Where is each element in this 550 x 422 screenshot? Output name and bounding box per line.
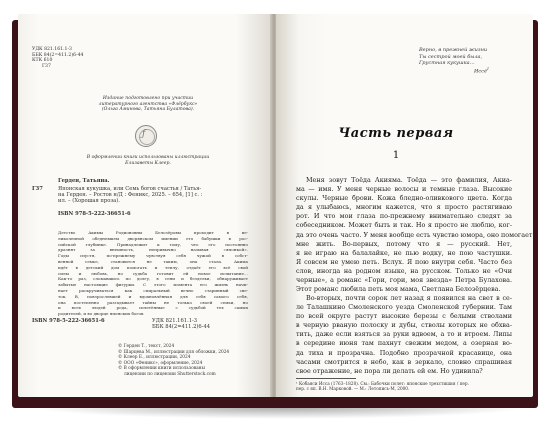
text-line: в середине июня там пахнут свежим медом, а озерная во- [296, 339, 512, 348]
annotation-line: сийской глубинке. Принадлежит к тому, что его постоянно [58, 241, 248, 247]
annotation-line: Годы спустя, по-прежнему чувствуя себя чужой в собст- [58, 253, 248, 259]
footnote-mark: 1 [486, 67, 490, 71]
text-line: по всей округе растут высокие березы с белыми стволами [296, 312, 512, 321]
text-line: рот. И что мои глаза по-прежнему внимательно следят за [296, 212, 512, 221]
illustrations-note-line: Елизаветы Клеер. [125, 160, 171, 166]
part-title: Часть первая [338, 126, 454, 141]
annotation-line: забытые настоящие фигурки. С этого момента его жизнь начи- [58, 282, 248, 288]
text-line: я не играю на балалайке, не пью водку, не пою частушки. [296, 248, 512, 257]
biblio-line: на Герден. – Ростов н/Д : Феникс, 2025. – 654, [1] с. : [58, 192, 203, 199]
text-line: Я совсем не умею петь. Вслух. Я пою внутри себя. Часто без [296, 257, 512, 266]
illustrations-note [58, 155, 238, 166]
copyright-line: © Герден Т., текст, 2024 [118, 344, 175, 349]
annotation-line: идёт в детский дом помогать и теплу, отдаёт его всё свой [58, 264, 248, 270]
text-line: собеседником. Может быть и так. Но я просто не люблю, ког- [296, 221, 512, 230]
text-line: скулы. Черные брови. Кожа бледно-оливкового цвета. Когда [296, 194, 512, 203]
annotation [58, 230, 248, 317]
annotation-line: и всех людей рода, сплетённые с судьбой тех самых [58, 305, 248, 311]
text-line: тить, даже если взяться за руки вдвоем, а то и втроем. Липы [296, 330, 512, 339]
text-line: да это очень часто. У меня вообще есть чувство юмора, оно помогает [296, 230, 533, 239]
udc-code: УДК 821.161.1-3 [32, 47, 72, 52]
isbn-main: ISBN 978-5-222-36651-6 [58, 211, 131, 217]
annotation-line: венной семье, становится не таким, она стала. Акима [58, 258, 248, 264]
author-name: Герден, Татьяна. [58, 178, 110, 184]
author-code: Г37 [42, 64, 51, 70]
text-line: в черную рваную полоску и дубы, стволы которых не обхва- [296, 321, 512, 330]
publisher-logo-mark: ƒ [142, 129, 146, 139]
illustrations-note-line: В оформлении книги использованы иллюстрации [86, 155, 210, 160]
classification-block [32, 47, 83, 70]
annotation-line: Детство Акимы Родионовны Белозёровы проходит в ве- [58, 230, 248, 235]
prep-note-line: (Ольга Аминова, Татьяна Булатова). [101, 107, 195, 113]
copyright-line: © Клеер Е., иллюстрации, 2024 [118, 355, 191, 361]
copyright-line: © Шарцева М., иллюстрации для обложки, 2024 [118, 349, 230, 355]
annotation-line: Как-то раз, сломавшись по долгу, в сени и бездельи, обнаруживает [58, 276, 248, 282]
footnote [296, 381, 469, 392]
epigraph-line: Грустная кукушка… [419, 60, 475, 67]
annotation-line: дразнят за внешность, непривычно называя «японкой». [58, 247, 248, 253]
classification-short [152, 318, 210, 330]
text-line: ле Талашкино Смоленского уезда Смоленской губернии. Там [296, 303, 512, 312]
annotation-line: родителей, и во дворце японских богов. [58, 311, 145, 317]
udc-short: УДК 821.161.1-3 [152, 318, 198, 324]
prep-note-line: Издание подготовлено при участии [102, 96, 194, 101]
copyright-block [118, 344, 229, 378]
text-line: слов, иногда на родном языке, на русском. Только не «Очи [296, 266, 512, 275]
text-line: ма — имя. У меня черные волосы и темные глаза. Высокие [296, 185, 512, 194]
annotation-line: ток. В, повзрослевшей и вдохновлённая для себя самого себя, [58, 293, 248, 299]
biblio-line: ил. – (Хорошая проза). [58, 198, 120, 205]
text-line: да тиха и прозрачна. Подобно прозрачной красавице, она [296, 348, 512, 357]
text-line: Этот романс любила петь моя мама, Светлана Белозёрцева. [296, 285, 501, 294]
annotation-line: она постепенно разгадывает тайны не только своей семьи, но [58, 299, 248, 305]
publisher-logo [135, 125, 157, 147]
text-line: Меня зовут Тоёда Акияма. Тоёда — это фамилия, Акиа- [306, 176, 512, 184]
text-line: свое отражение, не пора ли делать ей ем. Но удивила? [296, 366, 483, 375]
paragraph-2 [296, 294, 512, 376]
chapter-number: 1 [392, 150, 400, 161]
biblio-line: Японская кукушка, или Семь богов счастья / Татья- [58, 186, 202, 192]
text-line: часами смотрится в небо, как в зеркало, словно спрашивая [296, 357, 512, 366]
text-line: Во-вторых, почти сорок лет назад я появился на свет в се- [306, 294, 512, 302]
epigraph-author-name: Иссё [474, 68, 487, 75]
bibliographic-record [58, 186, 202, 205]
paragraph-1 [296, 176, 533, 294]
ktk-code: КТК 610 [32, 58, 53, 64]
copyright-line: © В оформлении книги использованы [118, 366, 205, 372]
footnote-line: ¹ Кобаяси Исса (1763–1828). См.: Бабочки полет: японские трехстишия / пер. [296, 381, 469, 386]
epigraph [419, 47, 487, 67]
isbn-footer: ISBN 978-5-222-36651-6 [32, 318, 105, 324]
preparation-note [58, 96, 238, 113]
footnote-line: пер. с яп. В.Н. Марковой. — М.: Летопись-М, 2000. [296, 386, 410, 392]
text-line: мне жить. Во-первых, потому что я — русский. Нет, [296, 239, 512, 248]
annotation-line: ликолепной обедневшем дворянском имении его бабушки в рос- [58, 235, 248, 241]
copyright-line: © ООО «Феникс», оформление, 2024 [118, 360, 203, 366]
text-line: черные», а романс «Гори, гори, моя звезда» Петра Булахова. [296, 276, 512, 285]
footnote-rule [296, 378, 356, 379]
epigraph-line: Ты сестрой моей была, [419, 53, 483, 60]
right-page [276, 14, 533, 397]
bbk-code: ББК 84(2=411.2)6-44 [32, 52, 84, 58]
copyright-line: лицензии по лицензии Shutterstock.com [124, 371, 216, 377]
epigraph-line: Верно, в прежней жизни [419, 47, 488, 53]
bbk-short: ББК 84(2=411.2)6-44 [152, 324, 211, 331]
text-line: да я улыбаюсь, многим кажется, что я просто растягиваю [296, 203, 512, 212]
author-code-2: Г37 [32, 186, 43, 192]
annotation-line: нает раскручиваться как спиральный вечно старинный све- [58, 287, 248, 293]
annotation-line: силы и любовь, но судьба готовит ей новое испытание… [58, 270, 248, 276]
left-page [18, 14, 272, 397]
epigraph-author [474, 67, 489, 75]
prep-note-line: литературного агентства «Флёрбукс» [98, 101, 198, 107]
